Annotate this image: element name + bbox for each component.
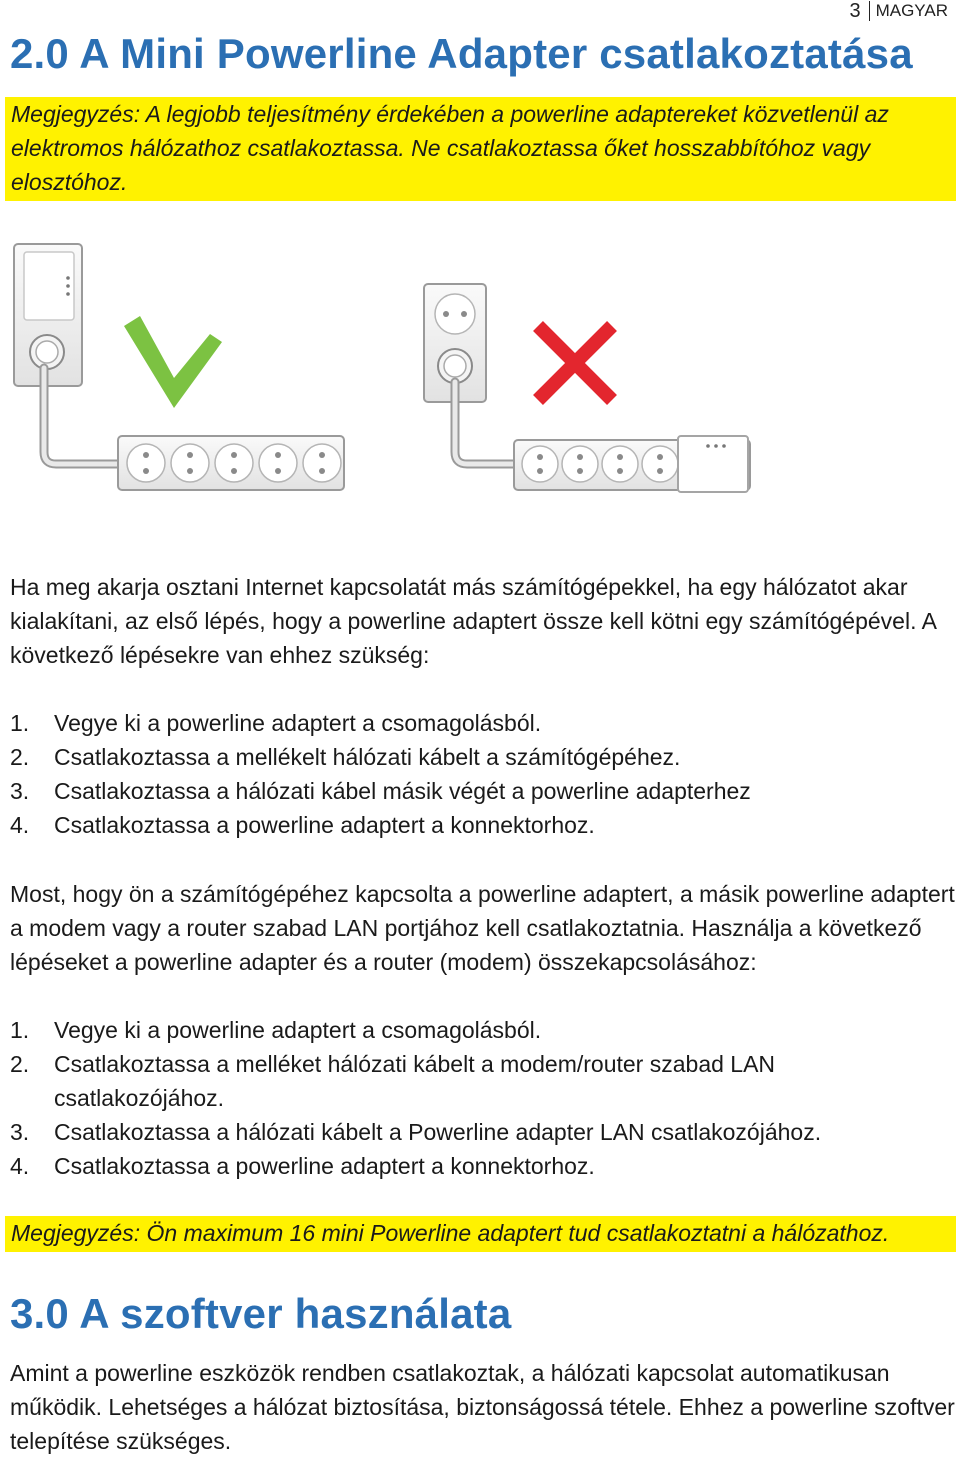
language-label: MAGYAR xyxy=(875,1,948,20)
list-item: 3. Csatlakoztassa a hálózati kábelt a Powerline adapter LAN csatlakozójához. xyxy=(10,1119,822,1145)
note-max-adapters: Megjegyzés: Ön maximum 16 mini Powerline adaptert tud csatlakoztatni a hálózathoz. xyxy=(5,1216,956,1252)
header-divider xyxy=(869,1,870,21)
page-number: 3 xyxy=(849,0,861,22)
list-item: 3. Csatlakoztassa a hálózati kábel másik végét a powerline adapterhez xyxy=(10,778,751,804)
page-header xyxy=(849,0,948,22)
steps-list-router xyxy=(10,1013,950,1183)
software-paragraph: Amint a powerline eszközök rendben csatlakoztak, a hálózati kapcsolat automatikusan működik. Lehetséges a hálózat biztosítása, biztonságossá tétele. Ehhez a powerline szoftver telepítése szükséges. xyxy=(10,1360,955,1454)
cross-icon xyxy=(538,326,612,400)
list-item: 1. Vegye ki a powerline adaptert a csomagolásból. xyxy=(10,1017,542,1043)
connection-illustration xyxy=(0,230,960,510)
list-item: 2. Csatlakoztassa a mellékelt hálózati kábelt a számítógépéhez. xyxy=(10,744,681,770)
intro-paragraph: Ha meg akarja osztani Internet kapcsolatát más számítógépekkel, ha egy hálózatot akar kialakítani, az első lépés, hogy a powerline adaptert össze kell kötni egy számítógépével. A következő lépésekre van ehhez szükség: xyxy=(10,574,936,668)
list-item: 2. Csatlakoztassa a melléket hálózati kábelt a modem/router szabad LAN csatlakozójához. xyxy=(10,1051,776,1111)
steps-list-computer xyxy=(10,706,950,842)
section-title-connect: 2.0 A Mini Powerline Adapter csatlakoztatása xyxy=(10,30,913,77)
incorrect-setup xyxy=(424,284,750,492)
note-direct-outlet: Megjegyzés: A legjobb teljesítmény érdekében a powerline adaptereket közvetlenül az elektromos hálózathoz csatlakoztassa. Ne csatlakoztassa őket hosszabbítóhoz vagy elosztóhoz. xyxy=(5,97,956,201)
router-paragraph: Most, hogy ön a számítógépéhez kapcsolta a powerline adaptert, a másik powerline adaptert a modem vagy a router szabad LAN portjához kell csatlakoztatnia. Használja a következő lépéseket a powerline adapter és a router (modem) összekapcsolásához: xyxy=(10,881,955,975)
list-item: 4. Csatlakoztassa a powerline adaptert a konnektorhoz. xyxy=(10,812,595,838)
section-title-software: 3.0 A szoftver használata xyxy=(10,1290,512,1337)
correct-setup xyxy=(14,244,344,490)
check-icon xyxy=(124,316,222,408)
list-item: 4. Csatlakoztassa a powerline adaptert a konnektorhoz. xyxy=(10,1153,595,1179)
list-item: 1. Vegye ki a powerline adaptert a csomagolásból. xyxy=(10,710,542,736)
